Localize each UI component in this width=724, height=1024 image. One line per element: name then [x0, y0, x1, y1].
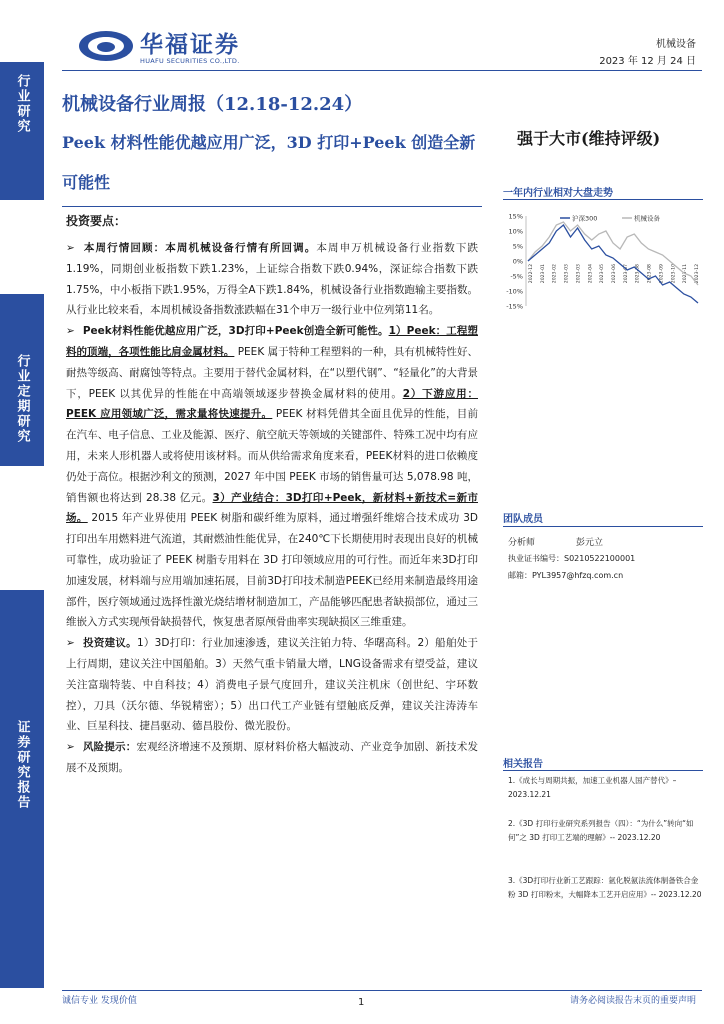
- sidebar-label: 行业研究: [14, 74, 30, 134]
- paragraph-underline: 1）Peek：工程塑料的顶端，各项性能比肩金属材料。: [66, 325, 478, 358]
- x-tick-label: 2023-05: [600, 264, 606, 284]
- bullet-arrow-icon: ➢: [66, 325, 75, 338]
- header-industry: 机械设备: [656, 39, 696, 50]
- header-divider: [62, 70, 702, 71]
- x-tick-label: 2023-01: [540, 264, 546, 284]
- paragraph-text: 宏观经济增速不及预期、原材料价格大幅波动、产业竞争加剧、新技术发展不及预期。: [66, 741, 479, 774]
- left-sidebar: [0, 62, 44, 988]
- footer-disclaimer: 请务必阅读报告末页的重要声明: [569, 996, 696, 1006]
- x-tick-label: 2023-02: [552, 264, 558, 284]
- paragraph-risk: [66, 737, 478, 779]
- analyst-name: 彭元立: [576, 538, 604, 548]
- y-tick-label: 0%: [512, 257, 523, 266]
- related-report-item[interactable]: 3.《3D打印行业新工艺跟踪：氩化脱氨法流体制备铁合金粉 3D 打印粉末，大幅降本工艺开启应用》-- 2023.12.20: [508, 876, 702, 899]
- rating-badge: 强于大市(维持评级): [517, 129, 661, 148]
- team-divider: [503, 526, 703, 527]
- y-tick-label: 5%: [512, 242, 523, 251]
- paragraph-text: 2015 年产业界使用 PEEK 树脂和碳纤维为原料，通过增强纤维熔合技术成功 3D 打印出车用燃料进气流道，其耐燃油性能优异，在240℃下长期使用时表现出良好的机械可靠性，成功验证了 PEEK 树脂专用料在 3D 打印领域应用的可行性。而近年来3D打印加速发展，材料端与应用端加速拓展，目前3D打印技术制造PEEK已经用来制造最终用途部件，医疗领域通过选择性激光烧结增材制造加工，产品能够匹配患者缺损部位，通过三维嵌入方式实现颅骨缺损替代，恢复患者原颅骨曲率实现缺损区三维重建。: [66, 512, 479, 629]
- report-title: 机械设备行业周报（12.18-12.24）: [62, 94, 363, 115]
- report-subtitle: Peek 材料性能优越应用广泛，3D 打印+Peek 创造全新可能性: [62, 133, 476, 192]
- bullet-arrow-icon: ➢: [66, 242, 75, 254]
- legend-label: 沪深300: [572, 214, 598, 223]
- related-reports-title: 相关报告: [503, 759, 543, 770]
- bullet-arrow-icon: ➢: [66, 637, 75, 650]
- bullet-arrow-icon: ➢: [66, 741, 75, 754]
- x-tick-label: 2022-12: [529, 264, 534, 284]
- paragraph-bold: 投资建议。: [82, 637, 137, 650]
- sidebar-label: 证券研究报告: [14, 720, 30, 810]
- y-tick-label: -5%: [510, 272, 523, 281]
- analyst-email[interactable]: 邮箱：PYL3957@hfzq.com.cn: [508, 571, 624, 580]
- team-title: 团队成员: [503, 514, 543, 525]
- page-number: 1: [358, 997, 365, 1008]
- paragraph-bold: 风险提示：: [82, 741, 137, 754]
- sidebar-label: 行业定期研究: [14, 354, 30, 444]
- related-report-item[interactable]: 2.《3D 打印行业研究系列报告（四）：“为什么”转向“如何”之 3D 打印工艺端的理解》-- 2023.12.20: [508, 819, 694, 842]
- x-tick-label: 2023-08: [635, 264, 641, 284]
- paragraph-peek: [66, 321, 478, 633]
- x-tick-label: 2023-11: [683, 264, 689, 284]
- footer-slogan: 诚信专业 发现价值: [62, 996, 137, 1006]
- paragraph-market-review: [66, 238, 478, 321]
- paragraph-text: 本周申万机械设备行业指数下跌1.19%，同期创业板指数下跌1.23%，上证综合指数下跌0.94%，深证综合指数下跌1.75%，中小板指下跌1.95%，万得全A下跌1.84%，机械设备行业指数跑输主要指数。从行业比较来看，本周机械设备指数涨跌幅在31个申万一级行业中位列第11名。: [66, 242, 479, 317]
- logo-english-text: HUAFU SECURITIES CO.,LTD.: [140, 57, 240, 65]
- y-tick-label: 15%: [508, 212, 523, 221]
- paragraph-text: PEEK 属于特种工程塑料的一种，具有机械特性好、耐热等级高、耐腐蚀等特点。主要用于替代金属材料，在“以塑代钢”、“轻量化”的大背景下，PEEK 以其优异的性能在中高端领域逐步替换金属材料的使用。: [66, 345, 478, 400]
- main-body: [66, 238, 478, 779]
- x-tick-label: 2023-03: [576, 264, 582, 284]
- x-tick-label: 2023-12: [695, 264, 700, 284]
- paragraph-bold: 本周行情回顾：本周机械设备行情有所回调。: [82, 242, 317, 254]
- related-reports-divider: [503, 770, 703, 771]
- related-report-item[interactable]: 1.《成长与周期共振，加速工业机器人国产替代》– 2023.12.21: [508, 776, 677, 799]
- x-tick-label: 2023-07: [623, 264, 629, 284]
- analyst-cert: 执业证书编号：S0210522100001: [508, 554, 636, 563]
- paragraph-underline: 3）产业结合：3D打印+Peek，新材料+新技术=新市场。: [66, 491, 478, 525]
- paragraph-text: 1）3D打印：行业加速渗透，建议关注铂力特、华曙高科。2）船舶处于上行周期，建议关注中国船舶。3）天然气重卡销量大增，LNG设备需求有望受益，建议关注富瑞特装、中自科技；4）消费电子景气度回升，建议关注机床（创世纪、宇环数控），刀具（沃尔德、华锐精密）；5）出口代工产业链有望触底反弹，建议关注涛涛车业、巨星科技、捷昌驱动、德昌股份、微光股份。: [66, 637, 478, 733]
- paragraph-underline: 2）下游应用：PEEK 应用领域广泛，需求量将快速提升。: [66, 387, 478, 421]
- y-tick-label: -15%: [506, 302, 523, 311]
- y-tick-label: 10%: [508, 227, 523, 236]
- sidebar-block-periodic-research: [0, 294, 44, 466]
- title-divider: [62, 206, 482, 207]
- x-tick-label: 2023-10: [671, 264, 677, 284]
- sidebar-block-industry-research: [0, 62, 44, 200]
- sidebar-block-securities-report: [0, 590, 44, 988]
- x-tick-label: 2023-08: [647, 264, 653, 284]
- chart-title: 一年内行业相对大盘走势: [503, 188, 613, 199]
- header-date: 2023 年 12 月 24 日: [599, 56, 696, 67]
- x-tick-label: 2023-03: [564, 264, 570, 284]
- section-heading: 投资要点：: [66, 214, 127, 228]
- analyst-label: 分析师: [508, 538, 536, 548]
- x-tick-label: 2023-06: [612, 264, 617, 284]
- paragraph-text: PEEK 材料凭借其全面且优异的性能，目前在汽车、电子信息、工业及能源、医疗、航空航天等领域的关键部件、特殊工况中均有应用，未来人形机器人或将使用该材料。而从供给需求角度来看，PEEK材料的进口依赖度仍处于高位。根据沙利文的预测，2027 年中国 PEEK 市场的销售量可达 5,078.98 吨，销售额也将达到 28.38 亿元。: [66, 408, 478, 504]
- relative-performance-chart: [500, 208, 706, 318]
- x-tick-label: 2023-09: [659, 264, 665, 284]
- paragraph-bold: Peek材料性能优越应用广泛，3D打印+Peek创造全新可能性。: [82, 325, 389, 338]
- paragraph-investment-advice: [66, 633, 478, 737]
- x-tick-label: 2023-04: [588, 264, 594, 284]
- legend-label: 机械设备: [634, 214, 660, 223]
- footer-divider: [62, 990, 702, 991]
- chart-title-divider: [503, 199, 703, 200]
- y-tick-label: -10%: [506, 287, 523, 296]
- logo-text: 华福证券: [140, 31, 240, 58]
- huafu-logo-icon: [78, 30, 134, 62]
